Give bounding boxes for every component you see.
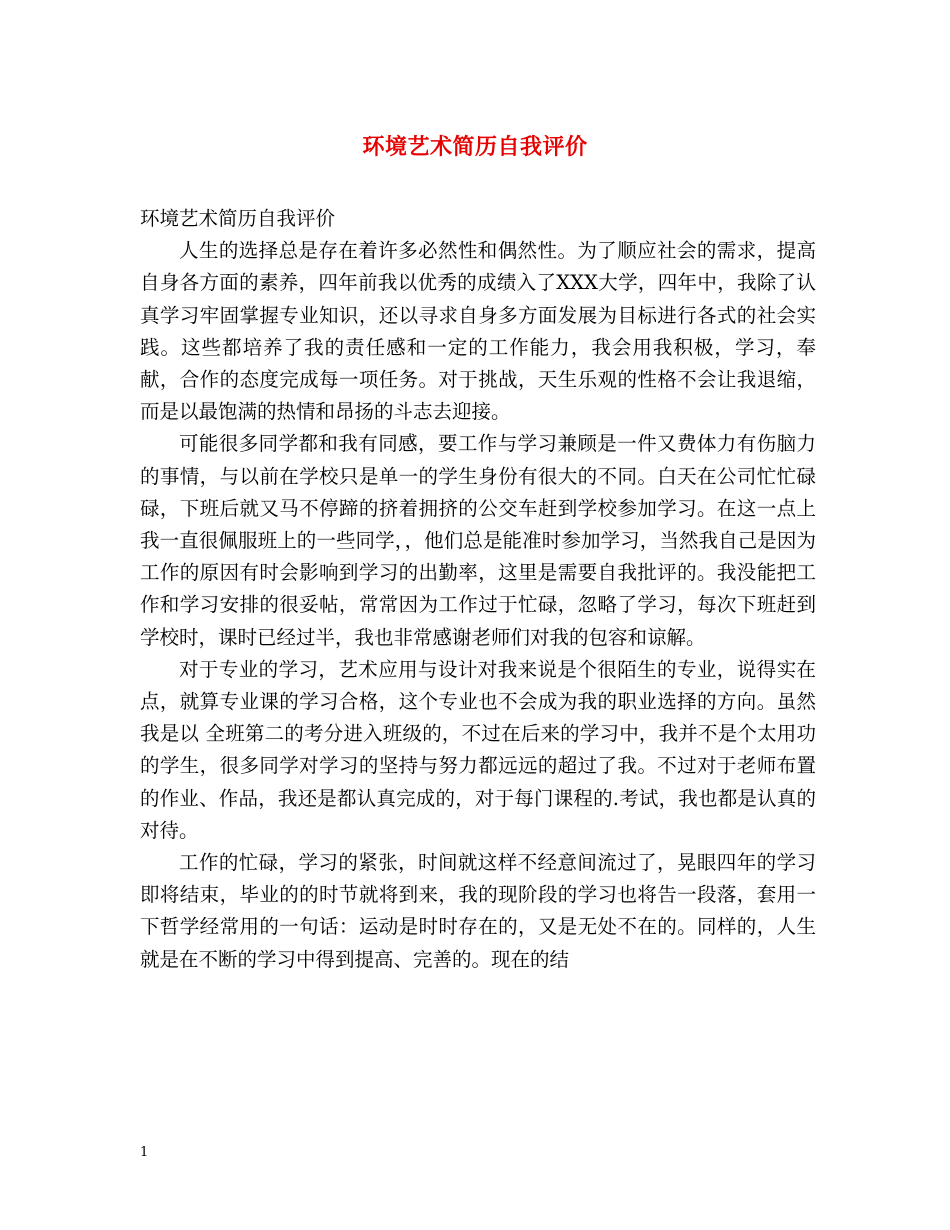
document-title: 环境艺术简历自我评价 bbox=[362, 134, 588, 160]
paragraph-1: 人生的选择总是存在着许多必然性和偶然性。为了顺应社会的需求，提高自身各方面的素养，四年前我以优秀的成绩入了XXX大学，四年中，我除了认真学习牢固掌握专业知识，还以寻求自身多方面发展为目标进行各式的社会实践。这些都培养了我的责任感和一定的工作能力，我会用我积极，学习，奉献，合作的态度完成每一项任务。对于挑战，天生乐观的性格不会让我退缩，而是以最饱满的热情和昂扬的斗志去迎接。 bbox=[140, 239, 816, 424]
page-number: 1 bbox=[140, 1145, 149, 1160]
document-subtitle: 环境艺术简历自我评价 bbox=[140, 207, 336, 230]
paragraph-2: 可能很多同学都和我有同感，要工作与学习兼顾是一件又费体力有伤脑力的事情，与以前在学校只是单一的学生身份有很大的不同。白天在公司忙忙碌碌，下班后就又马不停蹄的挤着拥挤的公交车赶到学校参加学习。在这一点上我一直很佩服班上的一些同学，，他们总是能准时参加学习，当然我自己是因为工作的原因有时会影响到学习的出勤率，这里是需要自我批评的。我没能把工作和学习安排的很妥帖，常常因为工作过于忙碌，忽略了学习，每次下班赶到学校时，课时已经过半，我也非常感谢老师们对我的包容和谅解。 bbox=[140, 432, 816, 649]
document-body bbox=[140, 203, 816, 976]
paragraph-4: 工作的忙碌，学习的紧张，时间就这样不经意间流过了，晃眼四年的学习即将结束，毕业的的时节就将到来，我的现阶段的学习也将告一段落，套用一下哲学经常用的一句话：运动是时时存在的，又是无处不在的。同样的，人生就是在不断的学习中得到提高、完善的。现在的结 bbox=[140, 851, 816, 971]
paragraph-3: 对于专业的学习，艺术应用与设计对我来说是个很陌生的专业，说得实在点，就算专业课的学习合格，这个专业也不会成为我的职业选择的方向。虽然我是以 全班第二的考分进入班级的，不过在后来的学习中，我并不是个太用功的学生，很多同学对学习的坚持与努力都远远的超过了我。不过对于老师布置的作业、作品，我还是都认真完成的，对于每门课程的.考试，我也都是认真的对待。 bbox=[140, 657, 816, 842]
